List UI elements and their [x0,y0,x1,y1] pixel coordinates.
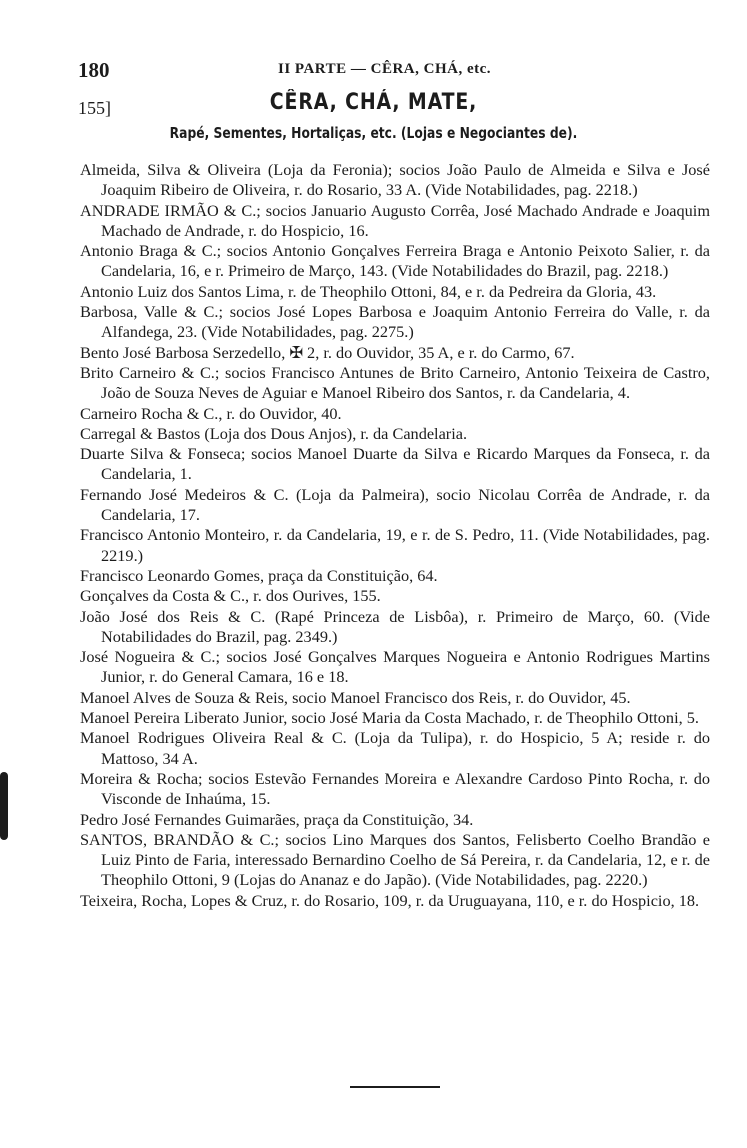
section-title: CÊRA, CHÁ, MATE, [269,90,478,115]
list-item: Manoel Rodrigues Oliveira Real & C. (Loja da Tulipa), r. do Hospicio, 5 A; reside r. do Mattoso, 34 A. [80,728,710,768]
page-number: 180 [78,58,110,82]
list-item: Almeida, Silva & Oliveira (Loja da Feronia); socios João Paulo de Almeida e Silva e José Joaquim Ribeiro de Oliveira, r. do Rosario, 33 A. (Vide Notabilidades, pag. 2218.) [80,160,710,200]
list-item: Teixeira, Rocha, Lopes & Cruz, r. do Rosario, 109, r. da Uruguayana, 110, e r. do Hospicio, 18. [80,890,700,910]
list-item: José Nogueira & C.; socios José Gonçalves Marques Nogueira e Antonio Rodrigues Martins Junior, r. do General Camara, 16 e 18. [80,647,710,687]
list-item: ANDRADE IRMÃO & C.; socios Januario Augusto Corrêa, José Machado Andrade e Joaquim Machado de Andrade, r. do Hospicio, 16. [80,200,710,240]
list-item: Manoel Pereira Liberato Junior, socio José Maria da Costa Machado, r. de Theophilo Ottoni, 5. [80,708,699,728]
section-subtitle: Rapé, Sementes, Hortaliças, etc. (Lojas e Negociantes de). [169,124,578,142]
section-number: 155] [78,98,111,118]
list-item: Carregal & Bastos (Loja dos Dous Anjos), r. da Candelaria. [80,423,468,443]
list-item: João José dos Reis & C. (Rapé Princeza de Lisbôa), r. Primeiro de Março, 60. (Vide Notabilidades do Brazil, pag. 2349.) [80,606,710,646]
running-header [0,58,747,82]
list-item: Duarte Silva & Fonseca; socios Manoel Duarte da Silva e Ricardo Marques da Fonseca, r. da Candelaria, 1. [80,444,710,484]
list-item: Fernando José Medeiros & C. (Loja da Palmeira), socio Nicolau Corrêa de Andrade, r. da Candelaria, 17. [80,484,710,525]
list-item: Barbosa, Valle & C.; socios José Lopes Barbosa e Joaquim Antonio Ferreira do Valle, r. da Alfandega, 23. (Vide Notabilidades, pag. 2275.) [80,302,710,342]
list-item: Moreira & Rocha; socios Estevão Fernandes Moreira e Alexandre Cardoso Pinto Rocha, r. do Visconde de Inhaúma, 15. [80,768,710,809]
entry-list [80,160,710,911]
running-title: II PARTE — CÊRA, CHÁ, etc. [278,61,492,77]
list-item: Francisco Leonardo Gomes, praça da Constituição, 64. [80,565,438,585]
list-item: Gonçalves da Costa & C., r. dos Ourives, 155. [80,586,381,606]
closing-rule [350,1086,440,1088]
list-item: Antonio Luiz dos Santos Lima, r. de Theophilo Ottoni, 84, e r. da Pedreira da Gloria, 43. [80,281,657,301]
list-item: SANTOS, BRANDÃO & C.; socios Lino Marques dos Santos, Felisberto Coelho Brandão e Luiz Pinto de Faria, interessado Bernardino Coelho de Sá Pereira, r. da Candelaria, 12, e r. de Theophilo Ottoni, 9 (Lojas do Ananaz e do Japão). (Vide Notabilidades, pag. 2220.) [80,829,710,890]
list-item: Pedro José Fernandes Guimarães, praça da Constituição, 34. [80,809,474,829]
list-item: Brito Carneiro & C.; socios Francisco Antunes de Brito Carneiro, Antonio Teixeira de Castro, João de Souza Neves de Aguiar e Manoel Ribeiro dos Santos, r. da Candelaria, 4. [80,362,710,403]
list-item: Carneiro Rocha & C., r. do Ouvidor, 40. [80,403,342,423]
list-item: Manoel Alves de Souza & Reis, socio Manoel Francisco dos Reis, r. do Ouvidor, 45. [80,687,631,707]
scan-edge-mark [0,772,8,840]
list-item: Bento José Barbosa Serzedello, ✠ 2, r. do Ouvidor, 35 A, e r. do Carmo, 67. [80,342,575,362]
list-item: Francisco Antonio Monteiro, r. da Candelaria, 19, e r. de S. Pedro, 11. (Vide Notabilidades, pag. 2219.) [80,525,710,565]
list-item: Antonio Braga & C.; socios Antonio Gonçalves Ferreira Braga e Antonio Peixoto Salier, r. da Candelaria, 16, e r. Primeiro de Março, 143. (Vide Notabilidades do Brazil, pag. 2218.) [80,241,710,281]
